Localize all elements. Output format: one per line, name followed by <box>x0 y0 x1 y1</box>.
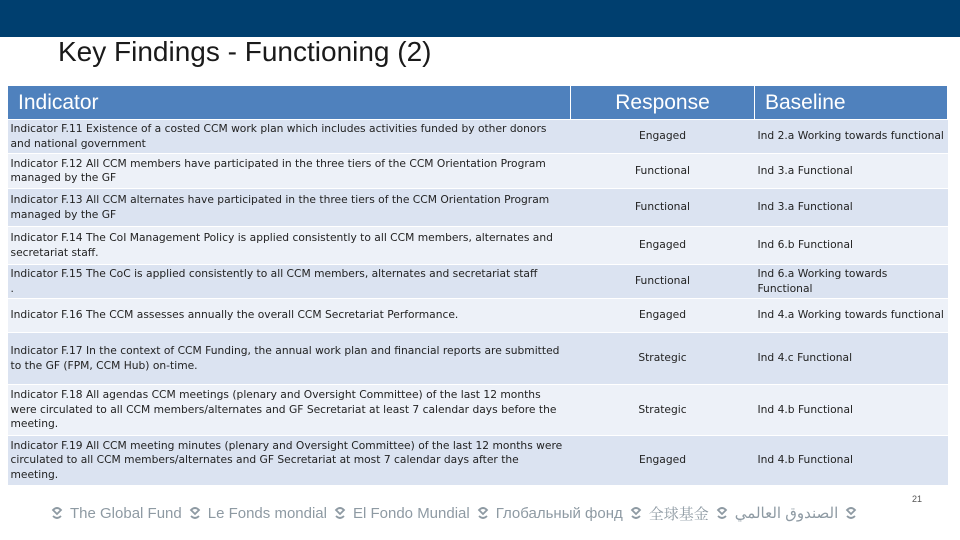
footer-logo-strip <box>50 503 870 523</box>
response-cell: Engaged <box>571 299 755 333</box>
indicator-cell <box>8 120 571 154</box>
table-row <box>8 120 948 154</box>
footer-brand-name: The Global Fund <box>70 504 182 522</box>
indicator-cell <box>8 265 571 299</box>
baseline-text: Ind 3.a Functional <box>757 163 853 177</box>
footer-brand-name: 全球基金 <box>648 505 709 523</box>
global-fund-logo-icon <box>629 506 643 520</box>
baseline-text: Ind 4.b Functional <box>757 453 853 467</box>
indicator-cell <box>8 189 571 227</box>
indicator-text: Indicator F.16 The CCM assesses annually the overall CCM Secretariat Performance. <box>10 308 459 322</box>
baseline-text: Ind 4.b Functional <box>757 402 853 416</box>
indicator-text: Indicator F.12 All CCM members have participated in the three tiers of the CCM Orientation Program managed by the GF <box>10 156 546 184</box>
indicator-text: Indicator F.13 All CCM alternates have participated in the three tiers of the CCM Orientation Program managed by the GF <box>10 193 550 221</box>
response-cell: Engaged <box>571 120 755 154</box>
baseline-cell <box>755 227 948 265</box>
baseline-cell <box>755 436 948 486</box>
response-cell: Engaged <box>571 227 755 265</box>
indicator-text: Indicator F.18 All agendas CCM meetings (plenary and Oversight Committee) of the last 12 months were circulated to all CCM members/alternates and GF Secretariat at least 7 calendar days before the meeting. <box>10 388 557 431</box>
slide-title: Key Findings - Functioning (2) <box>58 36 432 67</box>
footer-brand-name: Глобальный фонд <box>495 504 623 522</box>
global-fund-logo-icon <box>844 506 858 520</box>
table-row <box>8 385 948 436</box>
indicator-text: Indicator F.14 The CoI Management Policy is applied consistently to all CCM members, alternates and secretariat staff. <box>10 231 553 259</box>
indicator-text: Indicator F.11 Existence of a costed CCM work plan which includes activities funded by other donors and national government <box>10 122 547 150</box>
response-cell: Functional <box>571 189 755 227</box>
indicator-text: Indicator F.15 The CoC is applied consistently to all CCM members, alternates and secretariat staff <box>10 267 538 281</box>
table-row <box>8 154 948 189</box>
response-cell: Strategic <box>571 333 755 385</box>
footer-brand-name: El Fondo Mundial <box>352 504 470 522</box>
baseline-cell <box>755 265 948 299</box>
findings-table <box>7 85 948 486</box>
indicator-cell <box>8 436 571 486</box>
indicator-cell <box>8 227 571 265</box>
global-fund-logo-icon <box>50 506 64 520</box>
table-row <box>8 227 948 265</box>
footer-brand-name: الصندوق العالمي <box>734 505 839 522</box>
indicator-text: Indicator F.19 All CCM meeting minutes (plenary and Oversight Committee) of the last 12 months were circulated to all CCM members/alternates and GF Secretariat at most 7 calendar days after the meeting. <box>10 438 563 481</box>
indicator-cell <box>8 385 571 436</box>
table-body <box>8 120 948 486</box>
indicator-cell <box>8 299 571 333</box>
table-row <box>8 265 948 299</box>
baseline-cell <box>755 333 948 385</box>
baseline-text: Ind 4.c Functional <box>757 351 853 365</box>
baseline-cell <box>755 385 948 436</box>
table-row <box>8 333 948 385</box>
table-row <box>8 189 948 227</box>
indicator-text: Indicator F.17 In the context of CCM Funding, the annual work plan and financial reports are submitted to the GF (FPM, CCM Hub) on-time. <box>10 344 560 372</box>
baseline-text: Ind 6.a Working towards Functional <box>757 267 888 295</box>
indicator-cell <box>8 333 571 385</box>
response-cell: Functional <box>571 154 755 189</box>
baseline-cell <box>755 120 948 154</box>
baseline-cell <box>755 299 948 333</box>
baseline-cell <box>755 189 948 227</box>
response-cell: Functional <box>571 265 755 299</box>
response-cell: Strategic <box>571 385 755 436</box>
page-number: 21 <box>912 494 923 504</box>
indicator-text: . <box>10 281 14 295</box>
header-indicator: Indicator <box>8 86 571 120</box>
indicator-cell <box>8 154 571 189</box>
table-row <box>8 436 948 486</box>
baseline-text: Ind 3.a Functional <box>757 200 853 214</box>
baseline-text: Ind 2.a Working towards functional <box>757 129 944 143</box>
header-response: Response <box>571 86 755 120</box>
baseline-cell <box>755 154 948 189</box>
top-banner <box>0 0 960 37</box>
response-cell: Engaged <box>571 436 755 486</box>
table-row <box>8 299 948 333</box>
header-baseline: Baseline <box>755 86 948 120</box>
global-fund-logo-icon <box>188 506 202 520</box>
global-fund-logo-icon <box>715 506 729 520</box>
footer-brand-name: Le Fonds mondial <box>207 504 327 522</box>
global-fund-logo-icon <box>476 506 490 520</box>
table-header-row <box>8 86 948 120</box>
global-fund-logo-icon <box>333 506 347 520</box>
baseline-text: Ind 4.a Working towards functional <box>757 308 944 322</box>
baseline-text: Ind 6.b Functional <box>757 238 853 252</box>
